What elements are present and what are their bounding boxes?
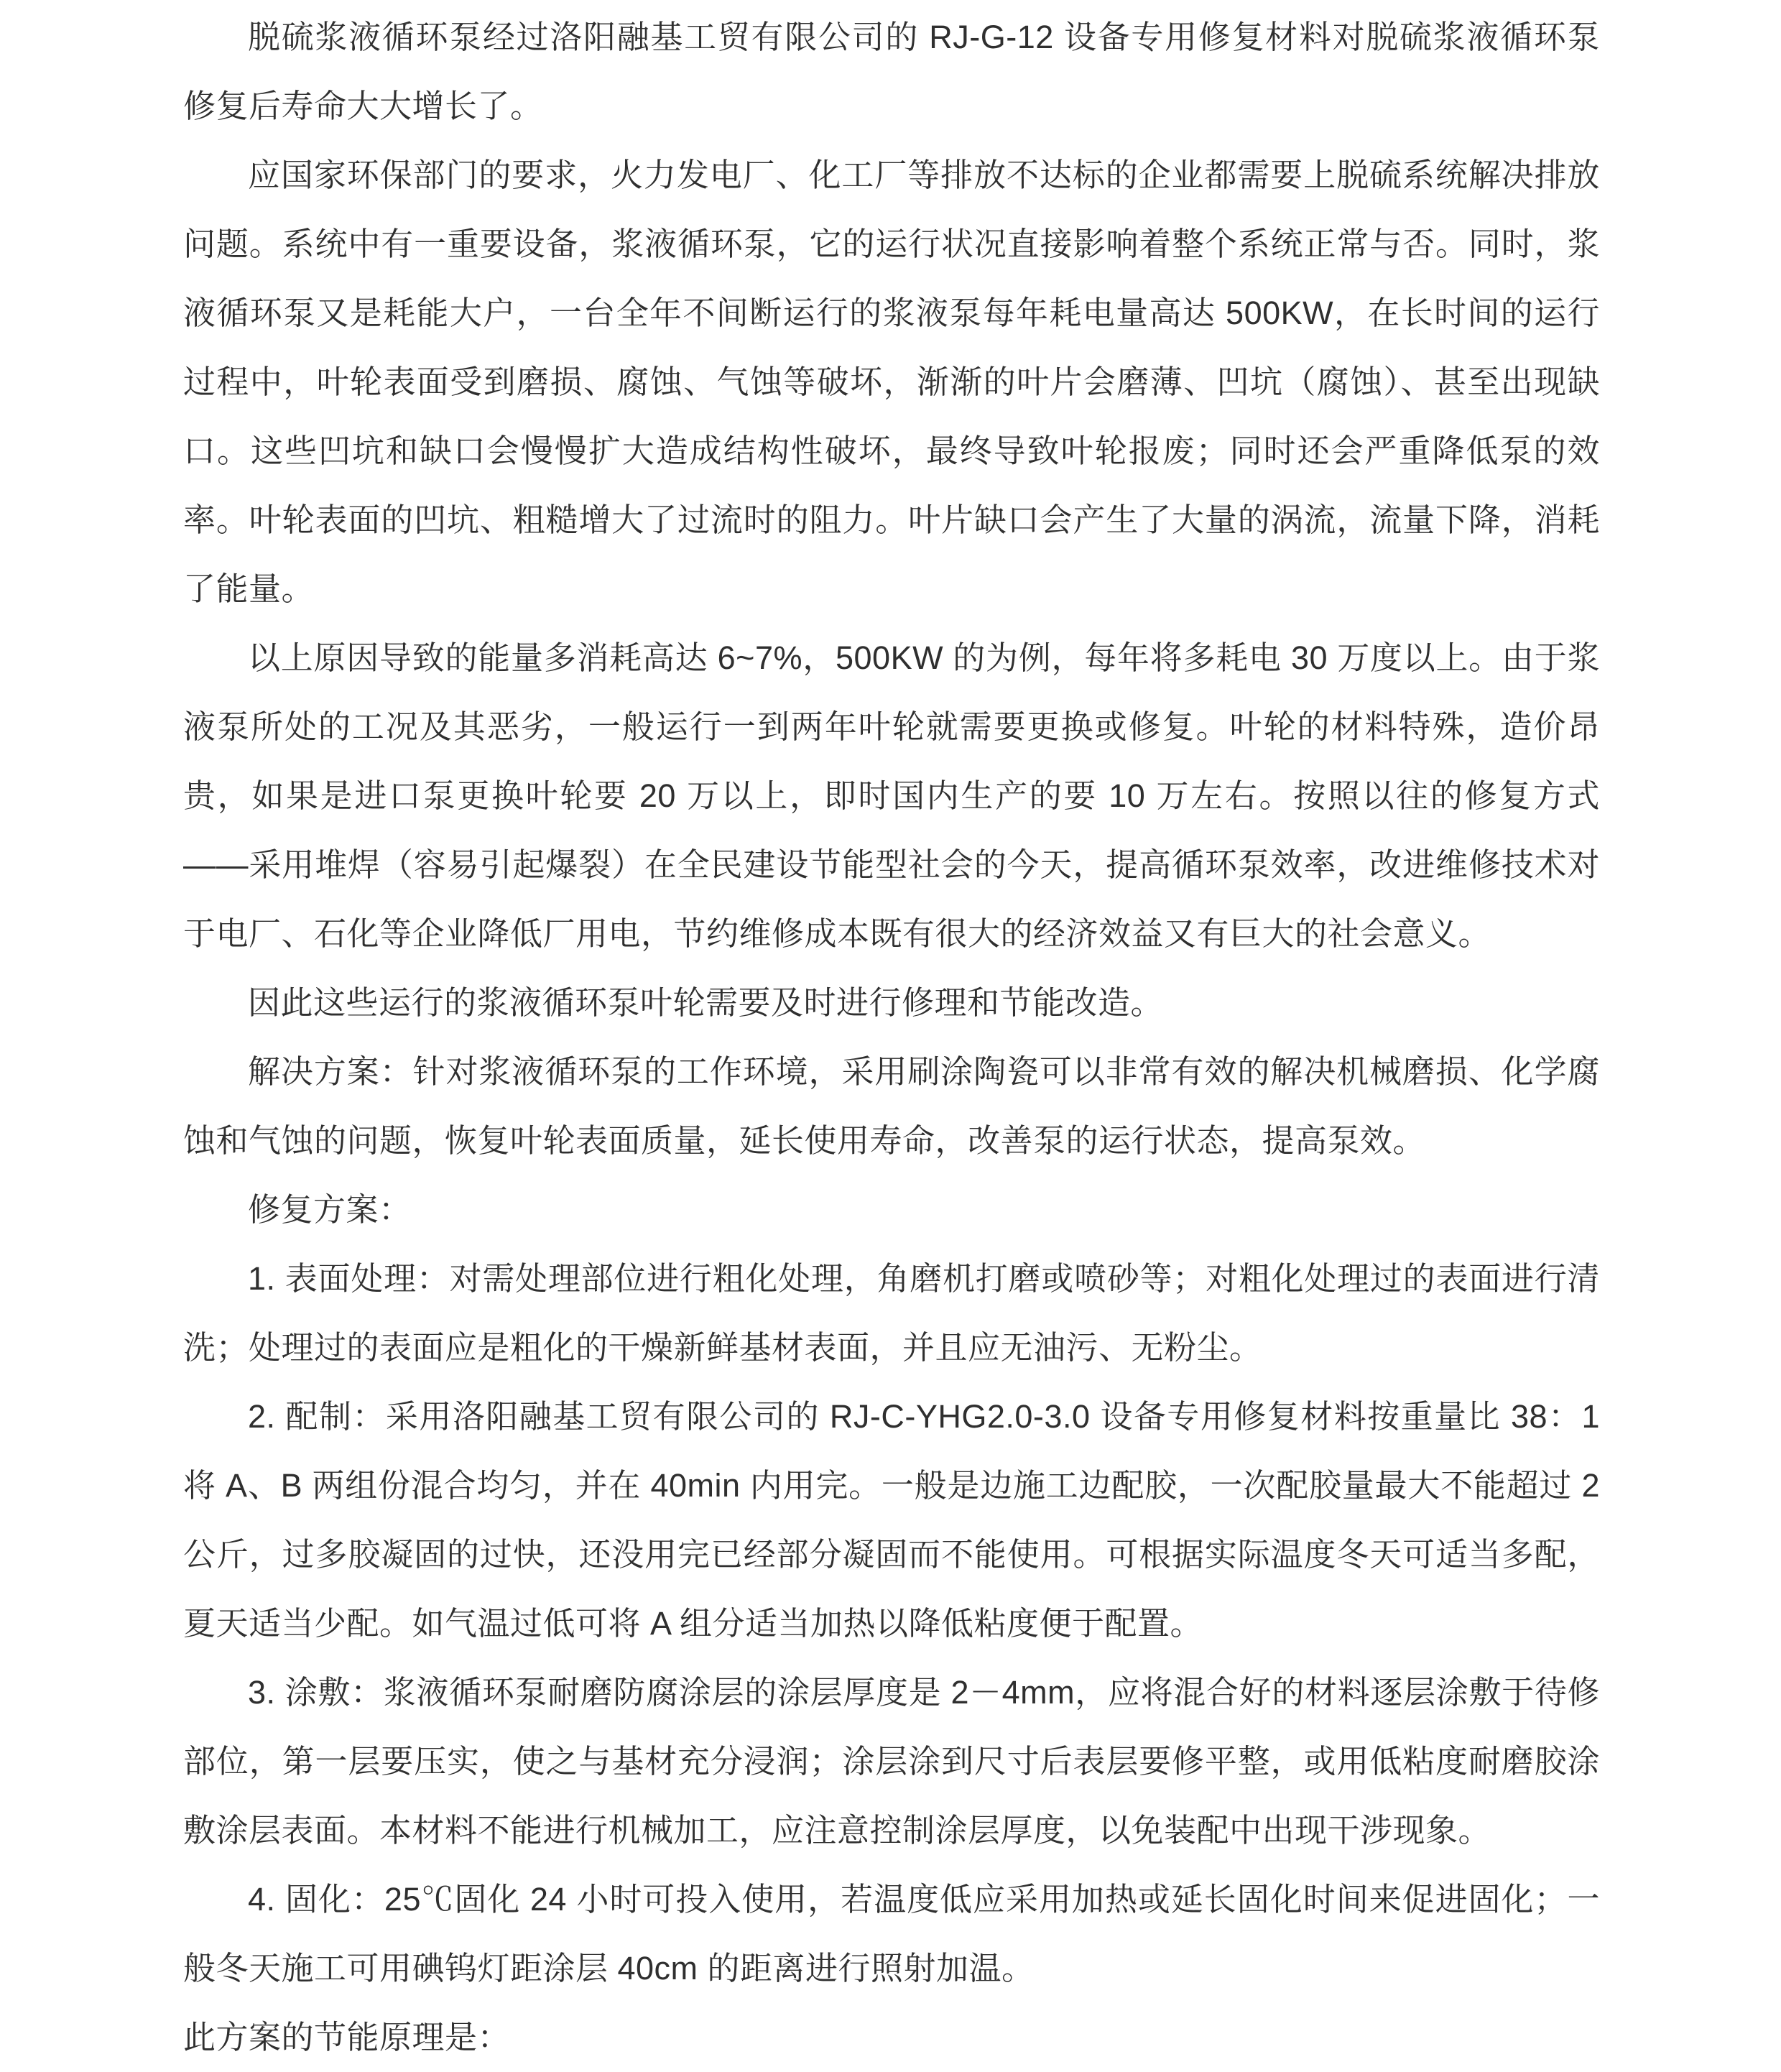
paragraph: 应国家环保部门的要求，火力发电厂、化工厂等排放不达标的企业都需要上脱硫系统解决排放问题。系统中有一重要设备，浆液循环泵，它的运行状况直接影响着整个系统正常与否。同时，浆液循环泵又是耗能大户，一台全年不间断运行的浆液泵每年耗电量高达 500KW，在长时间的运行过程中，叶轮表面受到磨损、腐蚀、气蚀等破坏，渐渐的叶片会磨薄、凹坑（腐蚀）、甚至出现缺口。这些凹坑和缺口会慢慢扩大造成结构性破坏，最终导致叶轮报废；同时还会严重降低泵的效率。叶轮表面的凹坑、粗糙增大了过流时的阻力。叶片缺口会产生了大量的涡流，流量下降，消耗了能量。 [183, 157, 1600, 607]
paragraph: 解决方案：针对浆液循环泵的工作环境，采用刷涂陶瓷可以非常有效的解决机械磨损、化学腐蚀和气蚀的问题，恢复叶轮表面质量，延长使用寿命，改善泵的运行状态，提高泵效。 [183, 1053, 1600, 1159]
paragraph: 因此这些运行的浆液循环泵叶轮需要及时进行修理和节能改造。 [248, 984, 1164, 1021]
paragraph: 修复方案： [248, 1191, 412, 1228]
paragraph: 3. 涂敷：浆液循环泵耐磨防腐涂层的涂层厚度是 2－4mm，应将混合好的材料逐层涂敷于待修部位，第一层要压实，使之与基材充分浸润；涂层涂到尺寸后表层要修平整，或用低粘度耐磨胶涂敷涂层表面。本材料不能进行机械加工，应注意控制涂层厚度，以免装配中出现干涉现象。 [183, 1674, 1600, 1849]
paragraph: 此方案的节能原理是： [183, 2019, 511, 2055]
paragraph: 脱硫浆液循环泵经过洛阳融基工贸有限公司的 RJ-G-12 设备专用修复材料对脱硫浆液循环泵修复后寿命大大增长了。 [183, 19, 1600, 124]
paragraph: 4. 固化：25℃固化 24 小时可投入使用，若温度低应采用加热或延长固化时间来促进固化；一般冬天施工可用碘钨灯距涂层 40cm 的距离进行照射加温。 [183, 1881, 1600, 1987]
paragraph: 2. 配制：采用洛阳融基工贸有限公司的 RJ-C-YHG2.0-3.0 设备专用修复材料按重量比 38：1 将 A、B 两组份混合均匀，并在 40min 内用完。一般是边施工边配胶，一次配胶量最大不能超过 2 公斤，过多胶凝固的过快，还没用完已经部分凝固而不能使用。可根据实际温度冬天可适当多配，夏天适当少配。如气温过低可将 A 组分适当加热以降低粘度便于配置。 [183, 1398, 1600, 1642]
paragraph: 1. 表面处理：对需处理部位进行粗化处理，角磨机打磨或喷砂等；对粗化处理过的表面进行清洗；处理过的表面应是粗化的干燥新鲜基材表面，并且应无油污、无粉尘。 [183, 1260, 1600, 1366]
document-body [183, 3, 1600, 2072]
paragraph: 以上原因导致的能量多消耗高达 6~7%，500KW 的为例，每年将多耗电 30 万度以上。由于浆液泵所处的工况及其恶劣，一般运行一到两年叶轮就需要更换或修复。叶轮的材料特殊，造价昂贵，如果是进口泵更换叶轮要 20 万以上，即时国内生产的要 10 万左右。按照以往的修复方式——采用堆焊（容易引起爆裂）在全民建设节能型社会的今天，提高循环泵效率，改进维修技术对于电厂、石化等企业降低厂用电，节约维修成本既有很大的经济效益又有巨大的社会意义。 [183, 639, 1600, 952]
